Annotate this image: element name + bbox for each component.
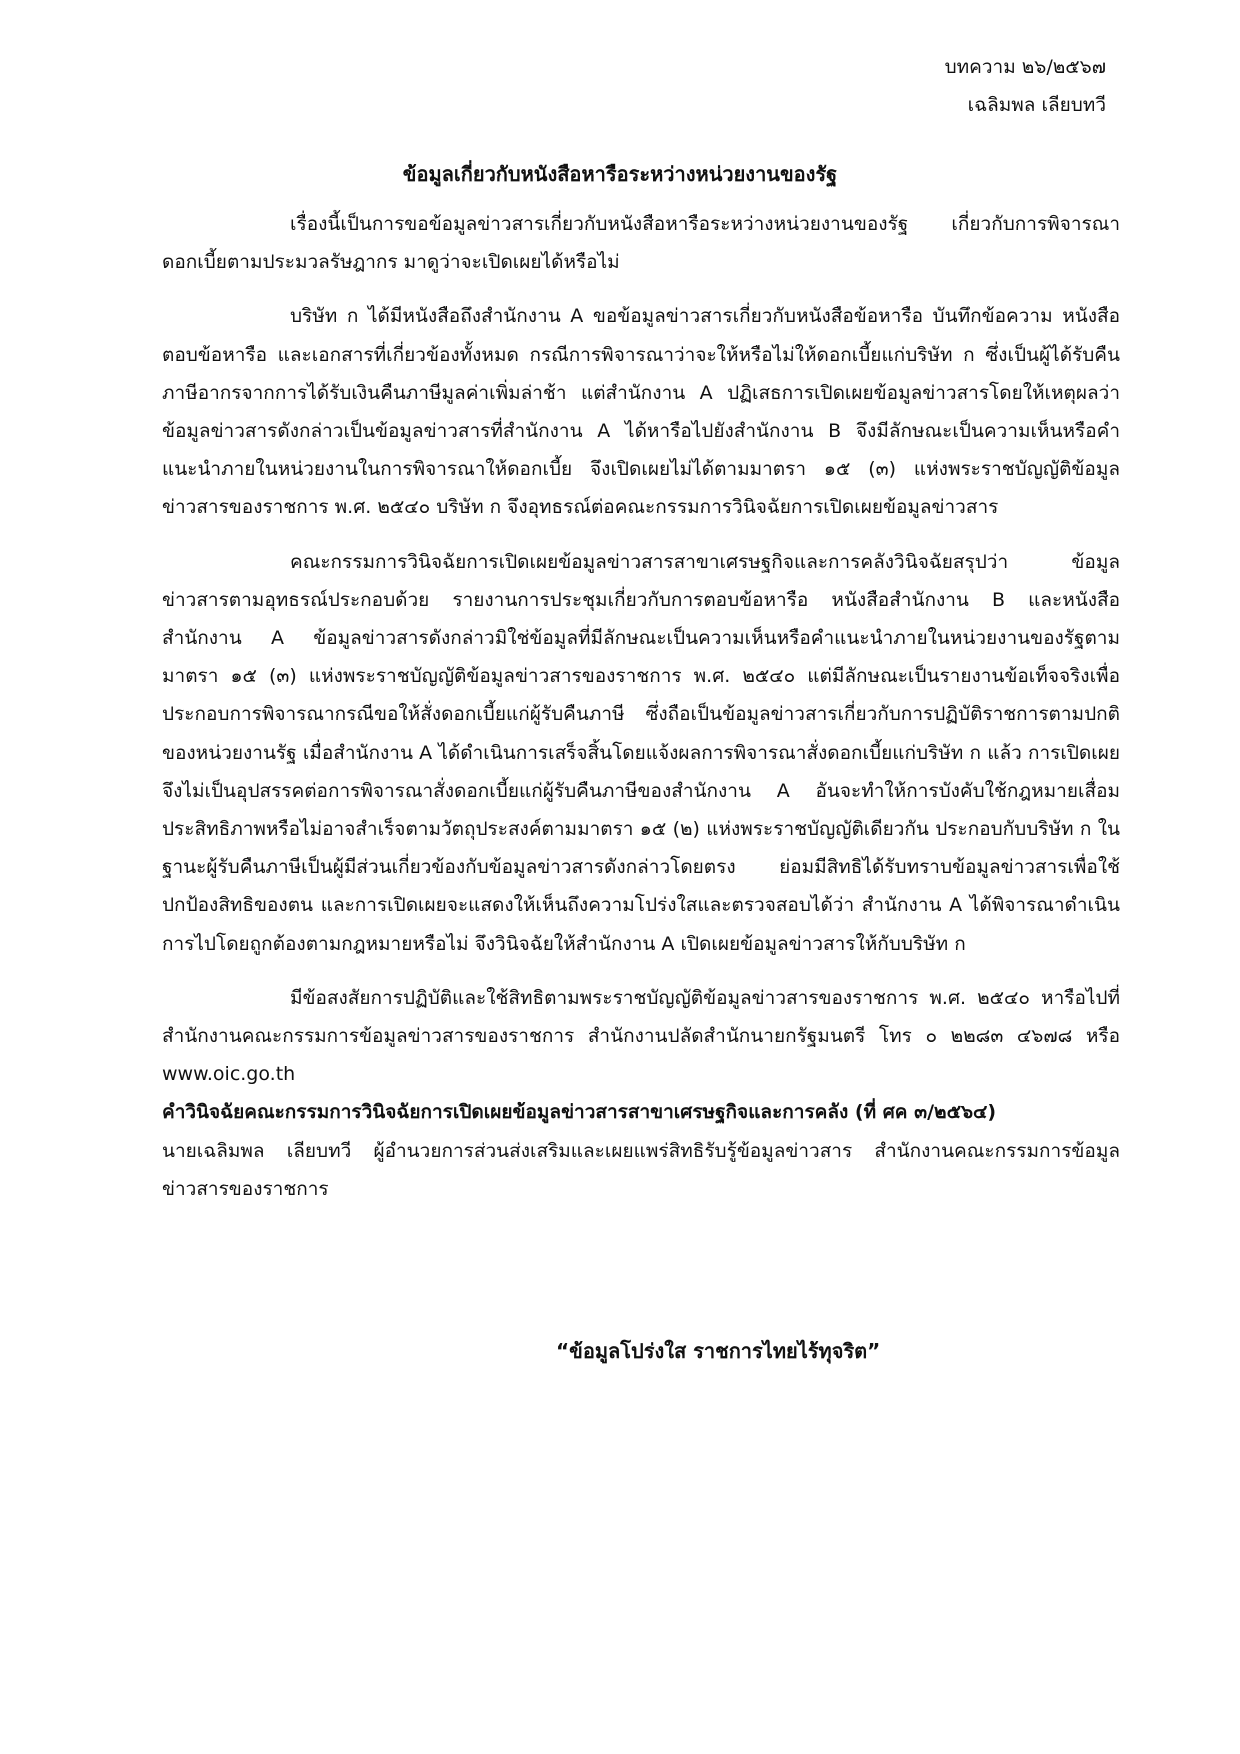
document-title: ข้อมูลเกี่ยวกับหนังสือหารือระหว่างหน่วยงานของรัฐ: [402, 162, 838, 186]
paragraph-intro: เรื่องนี้เป็นการขอข้อมูลข่าวสารเกี่ยวกับหนังสือหารือระหว่างหน่วยงานของรัฐ เกี่ยวกับการพิจารณาดอกเบี้ยตามประมวลรัษฎากร มาดูว่าจะเปิดเผยได้หรือไม่: [162, 213, 1120, 274]
author-line: นายเฉลิมพล เลียบทวี ผู้อำนวยการส่วนส่งเสริมและเผยแพร่สิทธิรับรู้ข้อมูลข่าวสาร สำนักงานคณะกรรมการข้อมูลข่าวสารของราชการ: [162, 1139, 1120, 1200]
document-body: [162, 205, 1120, 1208]
author-name: เฉลิมพล เลียบทวี: [967, 94, 1106, 116]
paragraph-decision: คณะกรรมการวินิจฉัยการเปิดเผยข้อมูลข่าวสารสาขาเศรษฐกิจและการคลังวินิจฉัยสรุปว่า ข้อมูลข่าวสารตามอุทธรณ์ประกอบด้วย รายงานการประชุมเกี่ยวกับการตอบข้อหารือ หนังสือสำนักงาน B และหนังสือสำนักงาน A ข้อมูลข่าวสารดังกล่าวมิใช่ข้อมูลที่มีลักษณะเป็นความเห็นหรือคำแนะนำภายในหน่วยงานของรัฐตามมาตรา ๑๕ (๓) แห่งพระราชบัญญัติข้อมูลข่าวสารของราชการ พ.ศ. ๒๕๔๐ แต่มีลักษณะเป็นรายงานข้อเท็จจริงเพื่อประกอบการพิจารณากรณีขอให้สั่งดอกเบี้ยแก่ผู้รับคืนภาษี ซึ่งถือเป็นข้อมูลข่าวสารเกี่ยวกับการปฏิบัติราชการตามปกติของหน่วยงานรัฐ เมื่อสำนักงาน A ได้ดำเนินการเสร็จสิ้นโดยแจ้งผลการพิจารณาสั่งดอกเบี้ยแก่บริษัท ก แล้ว การเปิดเผยจึงไม่เป็นอุปสรรคต่อการพิจารณาสั่งดอกเบี้ยแก่ผู้รับคืนภาษีของสำนักงาน A อันจะทำให้การบังคับใช้กฎหมายเสื่อมประสิทธิภาพหรือไม่อาจสำเร็จตามวัตถุประสงค์ตามมาตรา ๑๕ (๒) แห่งพระราชบัญญัติเดียวกัน ประกอบกับบริษัท ก ในฐานะผู้รับคืนภาษีเป็นผู้มีส่วนเกี่ยวข้องกับข้อมูลข่าวสารดังกล่าวโดยตรง ย่อมมีสิทธิได้รับทราบข้อมูลข่าวสารเพื่อใช้ปกป้องสิทธิของตน และการเปิดเผยจะแสดงให้เห็นถึงความโปร่งใสและตรวจสอบได้ว่า สำนักงาน A ได้พิจารณาดำเนินการไปโดยถูกต้องตามกฎหมายหรือไม่ จึงวินิจฉัยให้สำนักงาน A เปิดเผยข้อมูลข่าวสารให้กับบริษัท ก: [162, 550, 1120, 955]
decision-reference: คำวินิจฉัยคณะกรรมการวินิจฉัยการเปิดเผยข้อมูลข่าวสารสาขาเศรษฐกิจและการคลัง (ที่ ศค ๓/๒๕๖๔): [162, 1101, 997, 1124]
paragraph-facts: บริษัท ก ได้มีหนังสือถึงสำนักงาน A ขอข้อมูลข่าวสารเกี่ยวกับหนังสือข้อหารือ บันทึกข้อความ หนังสือตอบข้อหารือ และเอกสารที่เกี่ยวข้องทั้งหมด กรณีการพิจารณาว่าจะให้หรือไม่ให้ดอกเบี้ยแก่บริษัท ก ซึ่งเป็นผู้ได้รับคืนภาษีอากรจากการได้รับเงินคืนภาษีมูลค่าเพิ่มล่าช้า แต่สำนักงาน A ปฏิเสธการเปิดเผยข้อมูลข่าวสารโดยให้เหตุผลว่า ข้อมูลข่าวสารดังกล่าวเป็นข้อมูลข่าวสารที่สำนักงาน A ได้หารือไปยังสำนักงาน B จึงมีลักษณะเป็นความเห็นหรือคำแนะนำภายในหน่วยงานในการพิจารณาให้ดอกเบี้ย จึงเปิดเผยไม่ได้ตามมาตรา ๑๕ (๓) แห่งพระราชบัญญัติข้อมูลข่าวสารของราชการ พ.ศ. ๒๕๔๐ บริษัท ก จึงอุทธรณ์ต่อคณะกรรมการวินิจฉัยการเปิดเผยข้อมูลข่าวสาร: [162, 305, 1120, 519]
paragraph-contact: มีข้อสงสัยการปฏิบัติและใช้สิทธิตามพระราชบัญญัติข้อมูลข่าวสารของราชการ พ.ศ. ๒๕๔๐ หารือไปที่สำนักงานคณะกรรมการข้อมูลข่าวสารของราชการ สำนักงานปลัดสำนักนายกรัฐมนตรี โทร ๐ ๒๒๘๓ ๔๖๗๘ หรือ www.oic.go.th: [162, 986, 1120, 1086]
article-number: บทความ ๒๖/๒๕๖๗: [944, 56, 1106, 78]
header-block: [945, 48, 1106, 124]
slogan: “ข้อมูลโปร่งใส ราชการไทยไร้ทุจริต”: [556, 1339, 881, 1363]
